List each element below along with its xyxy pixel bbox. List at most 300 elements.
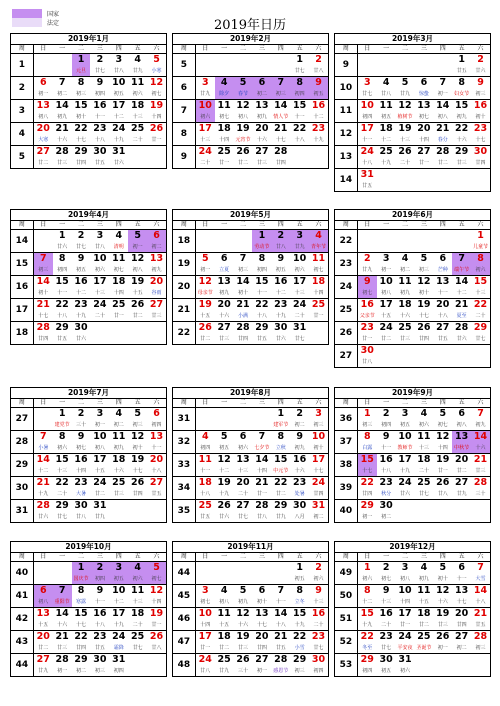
day-cell[interactable]: [72, 54, 91, 76]
day-cell[interactable]: [147, 253, 166, 275]
day-cell[interactable]: [271, 454, 290, 476]
day-cell[interactable]: [396, 100, 415, 122]
day-cell[interactable]: [271, 631, 290, 653]
day-cell[interactable]: [215, 477, 234, 499]
day-cell[interactable]: [414, 322, 433, 344]
day-cell[interactable]: [90, 230, 109, 252]
day-cell[interactable]: [72, 299, 91, 321]
day-cell[interactable]: [309, 230, 328, 252]
day-cell[interactable]: [377, 608, 396, 630]
day-cell[interactable]: [290, 500, 309, 522]
day-cell[interactable]: [358, 77, 377, 99]
day-cell[interactable]: [452, 454, 471, 476]
day-cell[interactable]: [128, 562, 147, 584]
day-cell[interactable]: [433, 585, 452, 607]
day-cell[interactable]: [234, 654, 253, 676]
day-cell[interactable]: [252, 146, 271, 168]
day-cell[interactable]: [34, 276, 53, 298]
day-cell[interactable]: [452, 54, 471, 76]
day-cell[interactable]: [252, 253, 271, 275]
day-cell[interactable]: [34, 77, 53, 99]
day-cell[interactable]: [53, 631, 72, 653]
day-cell[interactable]: [358, 631, 377, 653]
day-cell[interactable]: [396, 562, 415, 584]
day-cell[interactable]: [377, 146, 396, 168]
day-cell[interactable]: [128, 431, 147, 453]
day-cell[interactable]: [414, 631, 433, 653]
day-cell[interactable]: [396, 123, 415, 145]
day-cell[interactable]: [377, 299, 396, 321]
day-cell[interactable]: [90, 631, 109, 653]
day-cell[interactable]: [377, 562, 396, 584]
day-cell[interactable]: [471, 77, 490, 99]
day-cell[interactable]: [471, 631, 490, 653]
day-cell[interactable]: [109, 230, 128, 252]
day-cell[interactable]: [271, 654, 290, 676]
day-cell[interactable]: [90, 562, 109, 584]
day-cell[interactable]: [271, 608, 290, 630]
day-cell[interactable]: [309, 123, 328, 145]
day-cell[interactable]: [252, 322, 271, 344]
day-cell[interactable]: [271, 253, 290, 275]
day-cell[interactable]: [109, 631, 128, 653]
day-cell[interactable]: [358, 169, 377, 191]
day-cell[interactable]: [53, 608, 72, 630]
day-cell[interactable]: [196, 454, 215, 476]
day-cell[interactable]: [433, 608, 452, 630]
day-cell[interactable]: [290, 408, 309, 430]
day-cell[interactable]: [90, 477, 109, 499]
day-cell[interactable]: [53, 477, 72, 499]
day-cell[interactable]: [234, 477, 253, 499]
day-cell[interactable]: [234, 631, 253, 653]
day-cell[interactable]: [358, 322, 377, 344]
day-cell[interactable]: [433, 322, 452, 344]
day-cell[interactable]: [196, 299, 215, 321]
day-cell[interactable]: [196, 146, 215, 168]
day-cell[interactable]: [147, 477, 166, 499]
day-cell[interactable]: [396, 77, 415, 99]
day-cell[interactable]: [72, 585, 91, 607]
day-cell[interactable]: [128, 100, 147, 122]
day-cell[interactable]: [252, 500, 271, 522]
day-cell[interactable]: [109, 100, 128, 122]
day-cell[interactable]: [433, 123, 452, 145]
day-cell[interactable]: [72, 77, 91, 99]
day-cell[interactable]: [109, 54, 128, 76]
day-cell[interactable]: [290, 431, 309, 453]
day-cell[interactable]: [72, 230, 91, 252]
day-cell[interactable]: [34, 654, 53, 676]
day-cell[interactable]: [290, 477, 309, 499]
day-cell[interactable]: [252, 77, 271, 99]
day-cell[interactable]: [53, 123, 72, 145]
day-cell[interactable]: [34, 500, 53, 522]
day-cell[interactable]: [215, 500, 234, 522]
day-cell[interactable]: [358, 345, 377, 367]
day-cell[interactable]: [290, 608, 309, 630]
day-cell[interactable]: [196, 585, 215, 607]
day-cell[interactable]: [72, 562, 91, 584]
day-cell[interactable]: [271, 585, 290, 607]
day-cell[interactable]: [471, 431, 490, 453]
day-cell[interactable]: [290, 631, 309, 653]
day-cell[interactable]: [290, 585, 309, 607]
day-cell[interactable]: [271, 146, 290, 168]
day-cell[interactable]: [433, 299, 452, 321]
day-cell[interactable]: [234, 100, 253, 122]
day-cell[interactable]: [452, 431, 471, 453]
day-cell[interactable]: [72, 608, 91, 630]
day-cell[interactable]: [147, 562, 166, 584]
day-cell[interactable]: [309, 253, 328, 275]
day-cell[interactable]: [290, 454, 309, 476]
day-cell[interactable]: [309, 408, 328, 430]
day-cell[interactable]: [147, 631, 166, 653]
day-cell[interactable]: [471, 299, 490, 321]
day-cell[interactable]: [358, 500, 377, 522]
day-cell[interactable]: [72, 477, 91, 499]
day-cell[interactable]: [147, 299, 166, 321]
day-cell[interactable]: [72, 253, 91, 275]
day-cell[interactable]: [452, 585, 471, 607]
day-cell[interactable]: [396, 408, 415, 430]
day-cell[interactable]: [414, 408, 433, 430]
day-cell[interactable]: [128, 585, 147, 607]
day-cell[interactable]: [271, 123, 290, 145]
day-cell[interactable]: [34, 322, 53, 344]
day-cell[interactable]: [309, 100, 328, 122]
day-cell[interactable]: [53, 408, 72, 430]
day-cell[interactable]: [252, 631, 271, 653]
day-cell[interactable]: [452, 77, 471, 99]
day-cell[interactable]: [34, 123, 53, 145]
day-cell[interactable]: [34, 631, 53, 653]
day-cell[interactable]: [396, 146, 415, 168]
day-cell[interactable]: [433, 454, 452, 476]
day-cell[interactable]: [215, 146, 234, 168]
day-cell[interactable]: [109, 654, 128, 676]
day-cell[interactable]: [433, 77, 452, 99]
day-cell[interactable]: [72, 276, 91, 298]
day-cell[interactable]: [90, 146, 109, 168]
day-cell[interactable]: [309, 299, 328, 321]
day-cell[interactable]: [53, 654, 72, 676]
day-cell[interactable]: [377, 253, 396, 275]
day-cell[interactable]: [234, 123, 253, 145]
day-cell[interactable]: [377, 276, 396, 298]
day-cell[interactable]: [196, 477, 215, 499]
day-cell[interactable]: [433, 631, 452, 653]
day-cell[interactable]: [215, 77, 234, 99]
day-cell[interactable]: [471, 230, 490, 252]
day-cell[interactable]: [396, 299, 415, 321]
day-cell[interactable]: [252, 276, 271, 298]
day-cell[interactable]: [271, 431, 290, 453]
day-cell[interactable]: [377, 654, 396, 676]
day-cell[interactable]: [90, 77, 109, 99]
day-cell[interactable]: [53, 230, 72, 252]
day-cell[interactable]: [290, 562, 309, 584]
day-cell[interactable]: [252, 608, 271, 630]
day-cell[interactable]: [433, 100, 452, 122]
day-cell[interactable]: [215, 253, 234, 275]
day-cell[interactable]: [34, 100, 53, 122]
day-cell[interactable]: [215, 608, 234, 630]
day-cell[interactable]: [90, 431, 109, 453]
day-cell[interactable]: [377, 454, 396, 476]
day-cell[interactable]: [252, 230, 271, 252]
day-cell[interactable]: [377, 123, 396, 145]
day-cell[interactable]: [109, 276, 128, 298]
day-cell[interactable]: [309, 608, 328, 630]
day-cell[interactable]: [471, 477, 490, 499]
day-cell[interactable]: [34, 431, 53, 453]
day-cell[interactable]: [358, 585, 377, 607]
day-cell[interactable]: [396, 276, 415, 298]
day-cell[interactable]: [271, 77, 290, 99]
day-cell[interactable]: [34, 454, 53, 476]
day-cell[interactable]: [109, 146, 128, 168]
day-cell[interactable]: [452, 123, 471, 145]
day-cell[interactable]: [109, 454, 128, 476]
day-cell[interactable]: [358, 253, 377, 275]
day-cell[interactable]: [53, 500, 72, 522]
day-cell[interactable]: [109, 431, 128, 453]
day-cell[interactable]: [309, 562, 328, 584]
day-cell[interactable]: [290, 299, 309, 321]
day-cell[interactable]: [471, 454, 490, 476]
day-cell[interactable]: [215, 654, 234, 676]
day-cell[interactable]: [234, 77, 253, 99]
day-cell[interactable]: [377, 431, 396, 453]
day-cell[interactable]: [309, 54, 328, 76]
day-cell[interactable]: [147, 230, 166, 252]
day-cell[interactable]: [414, 454, 433, 476]
day-cell[interactable]: [72, 654, 91, 676]
day-cell[interactable]: [377, 408, 396, 430]
day-cell[interactable]: [90, 253, 109, 275]
day-cell[interactable]: [234, 276, 253, 298]
day-cell[interactable]: [252, 654, 271, 676]
day-cell[interactable]: [90, 299, 109, 321]
day-cell[interactable]: [433, 562, 452, 584]
day-cell[interactable]: [72, 454, 91, 476]
day-cell[interactable]: [471, 146, 490, 168]
day-cell[interactable]: [433, 431, 452, 453]
day-cell[interactable]: [234, 585, 253, 607]
day-cell[interactable]: [414, 477, 433, 499]
day-cell[interactable]: [414, 562, 433, 584]
day-cell[interactable]: [128, 477, 147, 499]
day-cell[interactable]: [53, 100, 72, 122]
day-cell[interactable]: [147, 608, 166, 630]
day-cell[interactable]: [109, 299, 128, 321]
day-cell[interactable]: [452, 322, 471, 344]
day-cell[interactable]: [147, 585, 166, 607]
day-cell[interactable]: [290, 230, 309, 252]
day-cell[interactable]: [396, 431, 415, 453]
day-cell[interactable]: [128, 123, 147, 145]
day-cell[interactable]: [234, 253, 253, 275]
day-cell[interactable]: [128, 253, 147, 275]
day-cell[interactable]: [234, 322, 253, 344]
day-cell[interactable]: [396, 253, 415, 275]
day-cell[interactable]: [109, 253, 128, 275]
day-cell[interactable]: [128, 54, 147, 76]
day-cell[interactable]: [396, 654, 415, 676]
day-cell[interactable]: [452, 562, 471, 584]
day-cell[interactable]: [196, 654, 215, 676]
day-cell[interactable]: [34, 253, 53, 275]
day-cell[interactable]: [234, 299, 253, 321]
day-cell[interactable]: [109, 562, 128, 584]
day-cell[interactable]: [196, 123, 215, 145]
day-cell[interactable]: [34, 477, 53, 499]
day-cell[interactable]: [109, 585, 128, 607]
day-cell[interactable]: [252, 100, 271, 122]
day-cell[interactable]: [234, 146, 253, 168]
day-cell[interactable]: [34, 608, 53, 630]
day-cell[interactable]: [53, 146, 72, 168]
day-cell[interactable]: [90, 500, 109, 522]
day-cell[interactable]: [452, 477, 471, 499]
day-cell[interactable]: [215, 454, 234, 476]
day-cell[interactable]: [471, 562, 490, 584]
day-cell[interactable]: [358, 276, 377, 298]
day-cell[interactable]: [290, 123, 309, 145]
day-cell[interactable]: [377, 477, 396, 499]
day-cell[interactable]: [90, 585, 109, 607]
day-cell[interactable]: [215, 322, 234, 344]
day-cell[interactable]: [196, 100, 215, 122]
day-cell[interactable]: [128, 608, 147, 630]
day-cell[interactable]: [34, 585, 53, 607]
day-cell[interactable]: [109, 77, 128, 99]
day-cell[interactable]: [53, 253, 72, 275]
day-cell[interactable]: [309, 654, 328, 676]
day-cell[interactable]: [414, 123, 433, 145]
day-cell[interactable]: [252, 585, 271, 607]
day-cell[interactable]: [414, 77, 433, 99]
day-cell[interactable]: [72, 123, 91, 145]
day-cell[interactable]: [196, 608, 215, 630]
day-cell[interactable]: [433, 146, 452, 168]
day-cell[interactable]: [433, 253, 452, 275]
day-cell[interactable]: [358, 454, 377, 476]
day-cell[interactable]: [109, 123, 128, 145]
day-cell[interactable]: [53, 454, 72, 476]
day-cell[interactable]: [433, 276, 452, 298]
day-cell[interactable]: [452, 100, 471, 122]
day-cell[interactable]: [215, 100, 234, 122]
day-cell[interactable]: [109, 477, 128, 499]
day-cell[interactable]: [452, 608, 471, 630]
day-cell[interactable]: [471, 408, 490, 430]
day-cell[interactable]: [147, 408, 166, 430]
day-cell[interactable]: [377, 500, 396, 522]
day-cell[interactable]: [72, 146, 91, 168]
day-cell[interactable]: [358, 477, 377, 499]
day-cell[interactable]: [53, 431, 72, 453]
day-cell[interactable]: [414, 431, 433, 453]
day-cell[interactable]: [128, 631, 147, 653]
day-cell[interactable]: [471, 276, 490, 298]
day-cell[interactable]: [196, 276, 215, 298]
day-cell[interactable]: [358, 146, 377, 168]
day-cell[interactable]: [396, 631, 415, 653]
day-cell[interactable]: [147, 77, 166, 99]
day-cell[interactable]: [471, 253, 490, 275]
day-cell[interactable]: [252, 299, 271, 321]
day-cell[interactable]: [72, 500, 91, 522]
day-cell[interactable]: [414, 585, 433, 607]
day-cell[interactable]: [396, 477, 415, 499]
day-cell[interactable]: [53, 276, 72, 298]
day-cell[interactable]: [309, 77, 328, 99]
day-cell[interactable]: [309, 585, 328, 607]
day-cell[interactable]: [147, 54, 166, 76]
day-cell[interactable]: [452, 408, 471, 430]
day-cell[interactable]: [290, 77, 309, 99]
day-cell[interactable]: [252, 477, 271, 499]
day-cell[interactable]: [147, 100, 166, 122]
day-cell[interactable]: [471, 608, 490, 630]
day-cell[interactable]: [358, 431, 377, 453]
day-cell[interactable]: [271, 408, 290, 430]
day-cell[interactable]: [252, 431, 271, 453]
day-cell[interactable]: [452, 253, 471, 275]
day-cell[interactable]: [53, 299, 72, 321]
day-cell[interactable]: [34, 146, 53, 168]
day-cell[interactable]: [53, 322, 72, 344]
day-cell[interactable]: [128, 299, 147, 321]
day-cell[interactable]: [414, 608, 433, 630]
day-cell[interactable]: [271, 276, 290, 298]
day-cell[interactable]: [290, 654, 309, 676]
day-cell[interactable]: [72, 100, 91, 122]
day-cell[interactable]: [377, 77, 396, 99]
day-cell[interactable]: [271, 477, 290, 499]
day-cell[interactable]: [53, 77, 72, 99]
day-cell[interactable]: [309, 276, 328, 298]
day-cell[interactable]: [147, 454, 166, 476]
day-cell[interactable]: [452, 631, 471, 653]
day-cell[interactable]: [358, 608, 377, 630]
day-cell[interactable]: [215, 123, 234, 145]
day-cell[interactable]: [90, 608, 109, 630]
day-cell[interactable]: [128, 230, 147, 252]
day-cell[interactable]: [309, 631, 328, 653]
day-cell[interactable]: [90, 654, 109, 676]
day-cell[interactable]: [90, 408, 109, 430]
day-cell[interactable]: [377, 631, 396, 653]
day-cell[interactable]: [196, 322, 215, 344]
day-cell[interactable]: [128, 77, 147, 99]
day-cell[interactable]: [309, 477, 328, 499]
day-cell[interactable]: [396, 454, 415, 476]
day-cell[interactable]: [358, 408, 377, 430]
day-cell[interactable]: [377, 100, 396, 122]
day-cell[interactable]: [72, 322, 91, 344]
day-cell[interactable]: [128, 408, 147, 430]
day-cell[interactable]: [215, 276, 234, 298]
day-cell[interactable]: [252, 454, 271, 476]
day-cell[interactable]: [358, 123, 377, 145]
day-cell[interactable]: [309, 500, 328, 522]
day-cell[interactable]: [271, 322, 290, 344]
day-cell[interactable]: [396, 322, 415, 344]
